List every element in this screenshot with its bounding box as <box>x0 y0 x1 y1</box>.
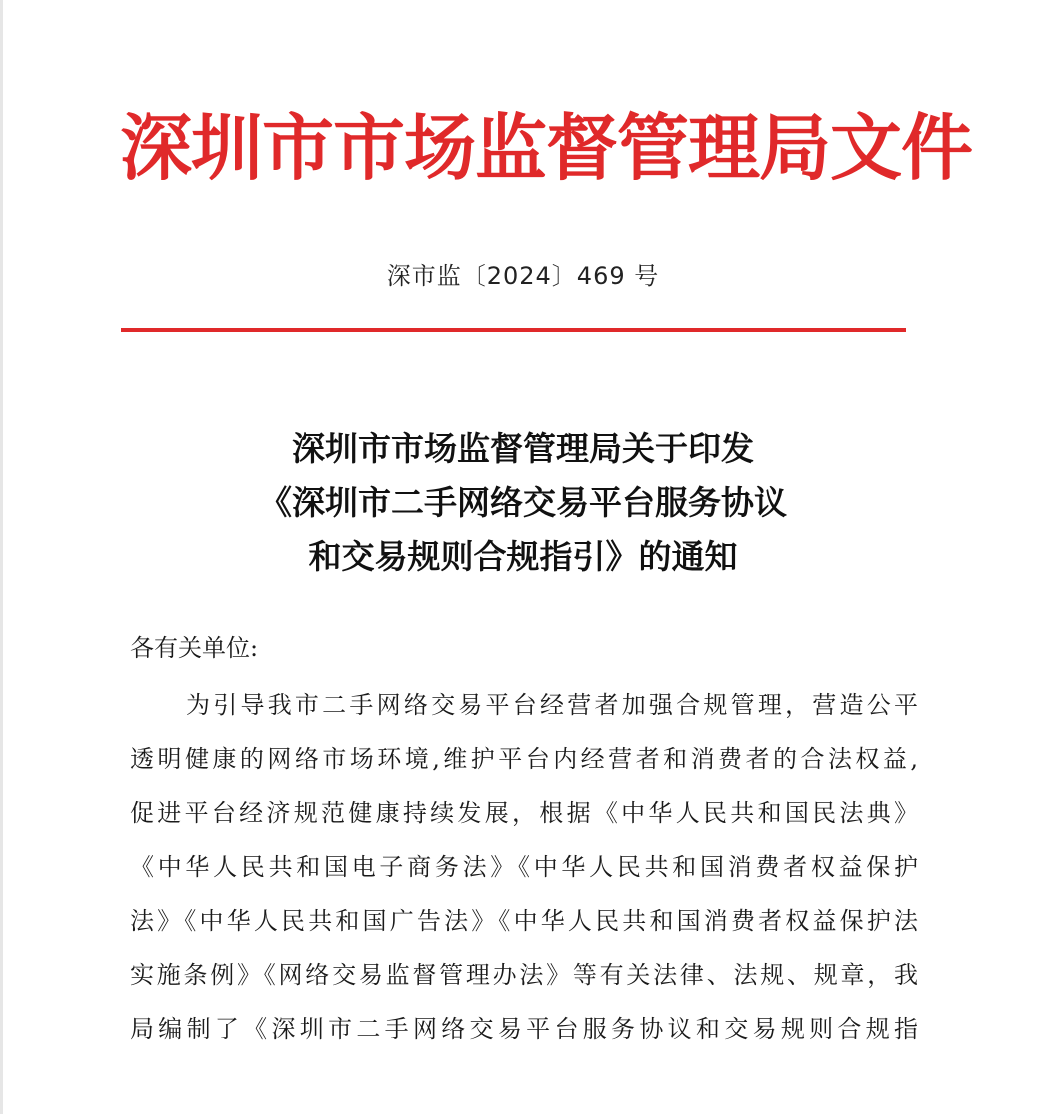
salutation: 各有关单位: <box>130 634 259 662</box>
body-line: 实施条例》《网络交易监督管理办法》等有关法律、法规、规章，我 <box>130 961 918 989</box>
title-line: 和交易规则合规指引》的通知 <box>308 537 738 576</box>
title-line: 《深圳市二手网络交易平台服务协议 <box>259 483 787 522</box>
document-number: 深市监〔2024〕469 号 <box>386 262 660 290</box>
title-line: 深圳市市场监督管理局关于印发 <box>292 429 754 468</box>
body-line: 为引导我市二手网络交易平台经营者加强合规管理，营造公平 <box>186 691 918 719</box>
page-edge <box>0 0 3 1114</box>
body-line: 法》《中华人民共和国广告法》《中华人民共和国消费者权益保护法 <box>130 907 918 935</box>
notice-title <box>120 422 926 584</box>
body-line: 促进平台经济规范健康持续发展，根据《中华人民共和国民法典》 <box>130 799 918 827</box>
body-line: 局编制了《深圳市二手网络交易平台服务协议和交易规则合规指 <box>130 1015 918 1043</box>
body-line: 透明健康的网络市场环境,维护平台内经营者和消费者的合法权益, <box>130 745 918 773</box>
body-line: 《中华人民共和国电子商务法》《中华人民共和国消费者权益保护 <box>130 853 918 881</box>
body-paragraph <box>130 678 918 1056</box>
issuer-title: 深圳市市场监督管理局文件 <box>120 105 973 190</box>
red-divider <box>121 328 906 332</box>
